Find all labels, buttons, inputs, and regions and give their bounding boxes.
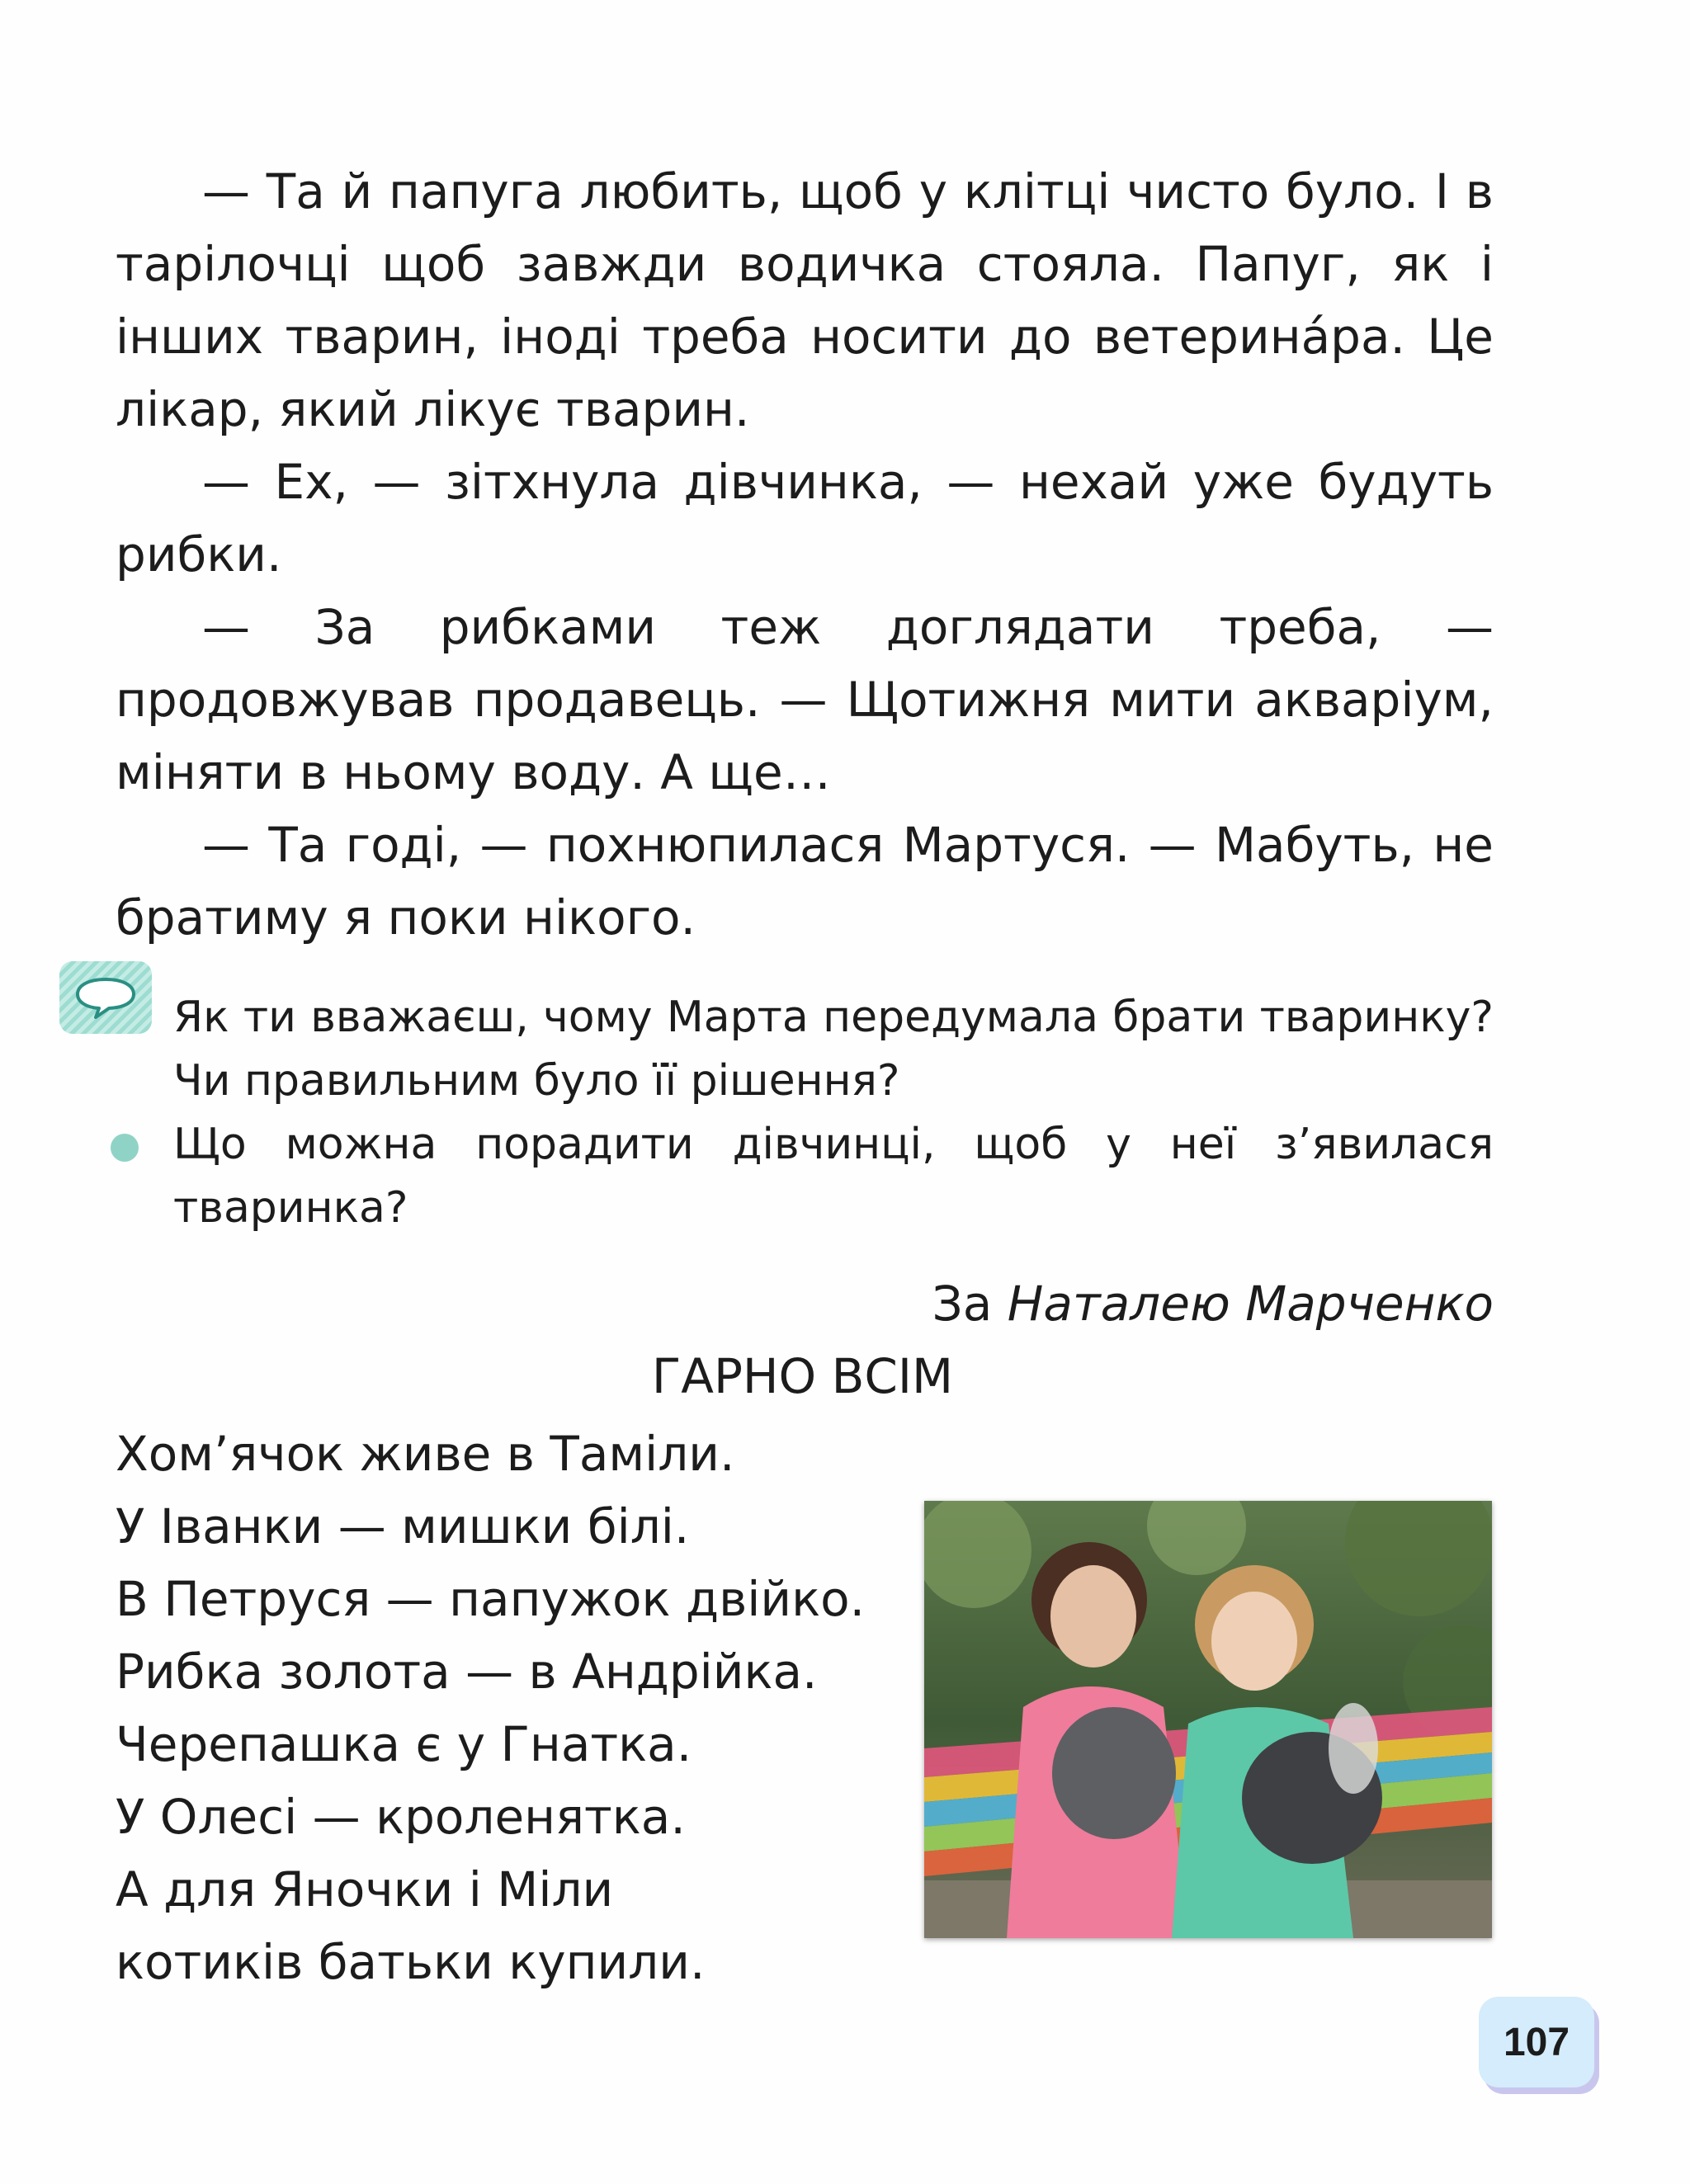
question-text: Що можна порадити дівчинці, щоб у неї з’явилася тваринка? [173, 1120, 1494, 1233]
story-paragraph: — Та годі, — похнюпилася Мартуся. — Мабуть, не братиму я поки нікого. [116, 817, 1494, 946]
poem-line: Рибка золота — в Андрійка. [116, 1644, 818, 1700]
bullet-dot-icon [111, 1134, 139, 1162]
poem-line: У Іванки — мишки білі. [116, 1498, 690, 1554]
author-attribution [932, 1271, 1494, 1337]
question-item [116, 986, 1494, 1113]
story-paragraph: — За рибками теж доглядати треба, — продовжував продавець. — Щотижня мити акваріум, міняти в ньому воду. А ще… [116, 599, 1494, 800]
author-name: Наталею Марченко [1007, 1276, 1494, 1332]
photo-girls-with-rabbits [924, 1501, 1492, 1938]
question-text: Як ти вважаєш, чому Марта передумала брати тваринку? Чи правильним було її рішення? [173, 993, 1494, 1106]
poem [116, 1417, 865, 1998]
author-prefix: За [932, 1276, 993, 1332]
story-text [116, 155, 1494, 954]
story-paragraph: — Та й папуга любить, щоб у клітці чисто було. І в тарілочці щоб завжди водичка стояла. Папуг, як і інших тварин, іноді треба носити до ветерина́ра. Це лікар, який лікує тварин. [116, 163, 1494, 437]
page-number-badge [1479, 1997, 1594, 2087]
discussion-questions [116, 986, 1494, 1240]
poem-line: Хом’ячок живе в Таміли. [116, 1426, 735, 1482]
poem-line: У Олесі — кроленятка. [116, 1789, 686, 1845]
poem-line: Черепашка є у Гнатка. [116, 1716, 692, 1772]
story-paragraph: — Ех, — зітхнула дівчинка, — нехай уже будуть рибки. [116, 454, 1494, 583]
poem-line: А для Яночки і Міли [116, 1861, 614, 1917]
poem-title: ГАРНО ВСІМ [651, 1348, 954, 1404]
poem-line: В Петруся — папужок двійко. [116, 1571, 866, 1627]
poem-line: котиків батьки купили. [116, 1934, 706, 1990]
page-number: 107 [1503, 2020, 1570, 2064]
speech-bubble-icon [59, 961, 152, 1034]
question-item [116, 1113, 1494, 1240]
